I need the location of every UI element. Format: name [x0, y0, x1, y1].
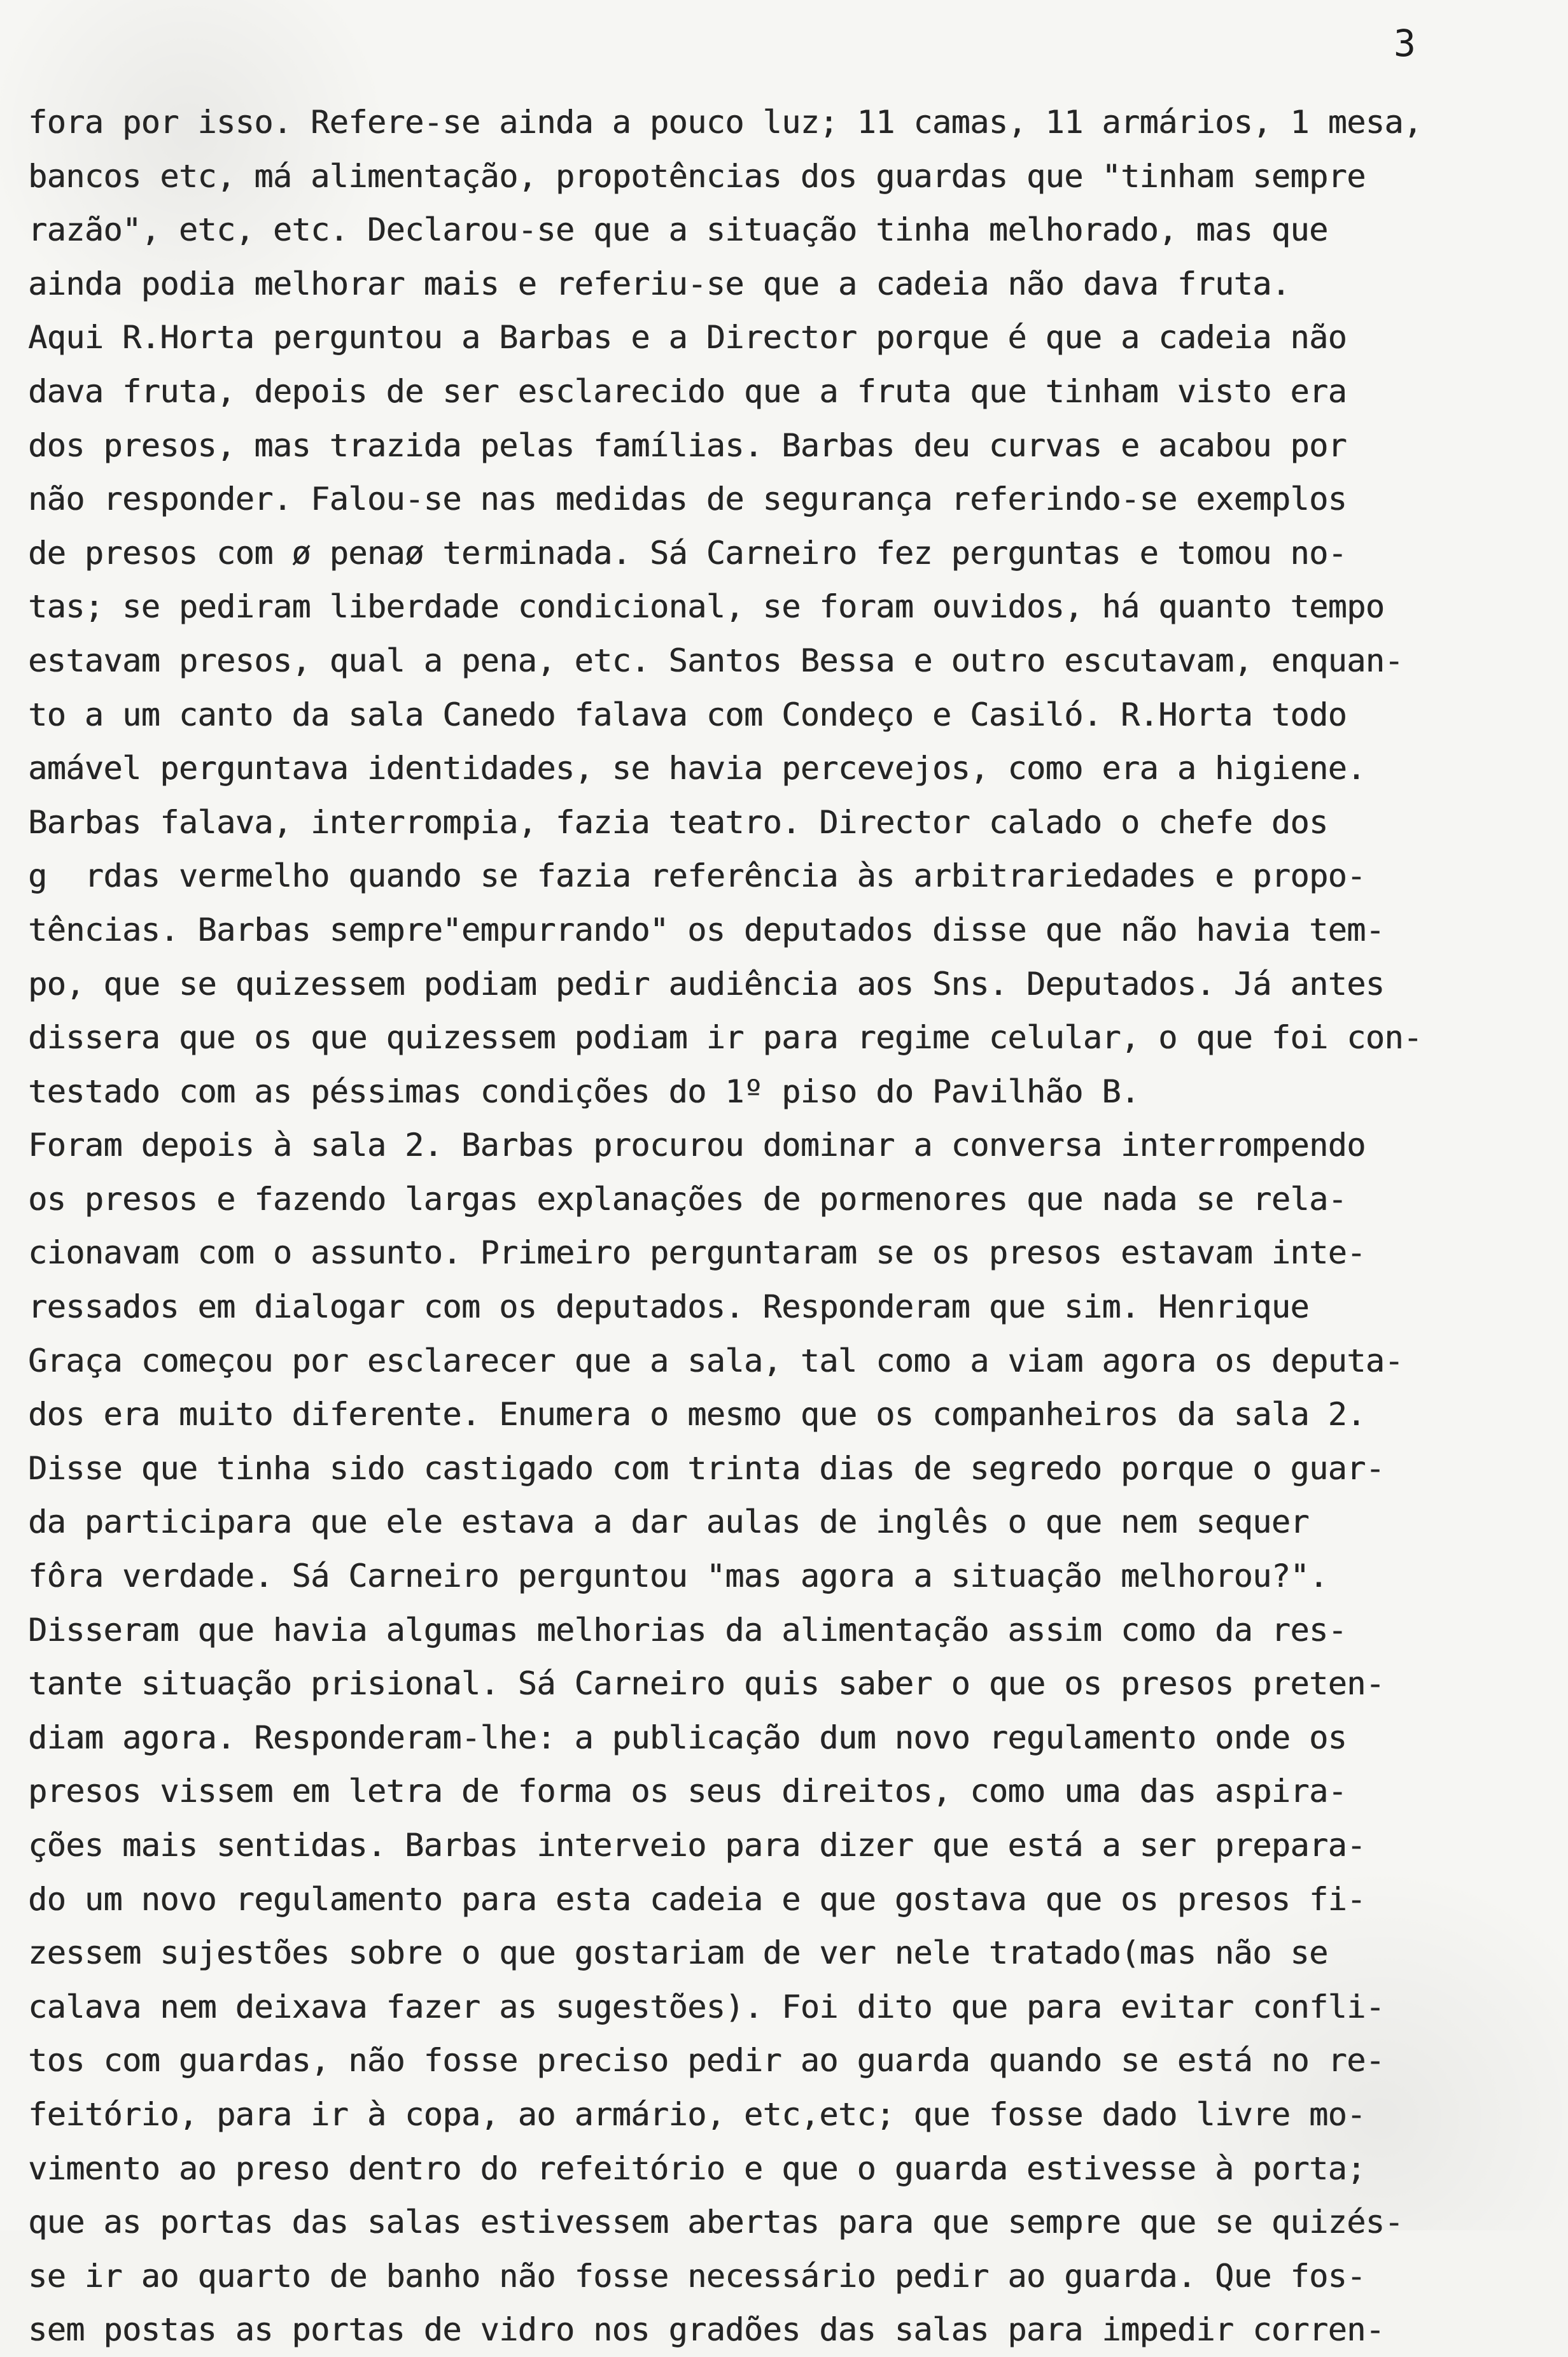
text-line: po, que se quizessem podiam pedir audiência aos Sns. Deputados. Já antes	[28, 965, 1385, 1003]
text-line: tante situação prisional. Sá Carneiro quis saber o que os presos preten-	[28, 1665, 1385, 1703]
text-line: da participara que ele estava a dar aulas de inglês o que nem sequer	[28, 1503, 1309, 1541]
text-line: presos vissem em letra de forma os seus direitos, como uma das aspira-	[28, 1773, 1347, 1810]
text-line: estavam presos, qual a pena, etc. Santos Bessa e outro escutavam, enquan-	[28, 642, 1403, 679]
text-line: fôra verdade. Sá Carneiro perguntou "mas agora a situação melhorou?".	[28, 1558, 1328, 1595]
text-line: não responder. Falou-se nas medidas de segurança referindo-se exemplos	[28, 481, 1347, 518]
text-line: sem postas as portas de vidro nos gradões das salas para impedir corren-	[28, 2311, 1385, 2349]
text-line: Barbas falava, interrompia, fazia teatro. Director calado o chefe dos	[28, 803, 1328, 841]
text-line: zessem sujestões sobre o que gostariam de ver nele tratado(mas não se	[28, 1934, 1328, 1972]
text-line: tências. Barbas sempre"empurrando" os deputados disse que não havia tem-	[28, 911, 1385, 948]
text-line: ções mais sentidas. Barbas interveio para dizer que está a ser prepara-	[28, 1827, 1366, 1864]
text-line: de presos com ø penaø terminada. Sá Carneiro fez perguntas e tomou no-	[28, 534, 1347, 572]
text-line: feitório, para ir à copa, ao armário, etc,etc; que fosse dado livre mo-	[28, 2095, 1366, 2133]
text-line: dos era muito diferente. Enumera o mesmo que os companheiros da sala 2.	[28, 1396, 1366, 1433]
text-line: cionavam com o assunto. Primeiro perguntaram se os presos estavam inte-	[28, 1234, 1366, 1272]
text-line: calava nem deixava fazer as sugestões). Foi dito que para evitar confli-	[28, 1988, 1385, 2025]
text-line: amável perguntava identidades, se havia percevejos, como era a higiene.	[28, 750, 1366, 787]
text-line: os presos e fazendo largas explanações de pormenores que nada se rela-	[28, 1180, 1347, 1218]
text-line: dissera que os que quizessem podiam ir para regime celular, o que foi con-	[28, 1019, 1422, 1057]
text-line: diam agora. Responderam-lhe: a publicação dum novo regulamento onde os	[28, 1719, 1347, 1756]
text-line: tas; se pediram liberdade condicional, se foram ouvidos, há quanto tempo	[28, 588, 1385, 626]
text-line: se ir ao quarto de banho não fosse necessário pedir ao guarda. Que fos-	[28, 2257, 1366, 2295]
text-line: dos presos, mas trazida pelas famílias. Barbas deu curvas e acabou por	[28, 426, 1347, 464]
text-line: Aqui R.Horta perguntou a Barbas e a Director porque é que a cadeia não	[28, 319, 1347, 356]
text-line: bancos etc, má alimentação, propotências dos guardas que "tinham sempre	[28, 157, 1366, 195]
text-line: tos com guardas, não fosse preciso pedir ao guarda quando se está no re-	[28, 2042, 1385, 2079]
text-line: Disse que tinha sido castigado com trinta dias de segredo porque o guar-	[28, 1449, 1385, 1487]
text-line: vimento ao preso dentro do refeitório e que o guarda estivesse à porta;	[28, 2149, 1366, 2187]
text-line: que as portas das salas estivessem abertas para que sempre que se quizés-	[28, 2204, 1403, 2241]
text-line: ressados em dialogar com os deputados. Responderam que sim. Henrique	[28, 1288, 1309, 1326]
text-line: do um novo regulamento para esta cadeia e que gostava que os presos fi-	[28, 1880, 1366, 1918]
text-line: dava fruta, depois de ser esclarecido que a fruta que tinham visto era	[28, 372, 1347, 410]
text-line: razão", etc, etc. Declarou-se que a situação tinha melhorado, mas que	[28, 211, 1328, 249]
text-line: Disseram que havia algumas melhorias da alimentação assim como da res-	[28, 1611, 1347, 1649]
text-line: g rdas vermelho quando se fazia referência às arbitrariedades e propo-	[28, 857, 1366, 895]
text-line: to a um canto da sala Canedo falava com Condeço e Casiló. R.Horta todo	[28, 696, 1347, 733]
text-line: Foram depois à sala 2. Barbas procurou dominar a conversa interrompendo	[28, 1127, 1366, 1164]
text-line: ainda podia melhorar mais e referiu-se que a cadeia não dava fruta.	[28, 265, 1291, 302]
text-line: fora por isso. Refere-se ainda a pouco luz; 11 camas, 11 armários, 1 mesa,	[28, 104, 1422, 141]
text-line: Graça começou por esclarecer que a sala, tal como a viam agora os deputa-	[28, 1342, 1403, 1379]
document-body	[28, 95, 1543, 2357]
page-number: 3	[1394, 22, 1416, 65]
text-line: testado com as péssimas condições do 1º piso do Pavilhão B.	[28, 1073, 1140, 1110]
